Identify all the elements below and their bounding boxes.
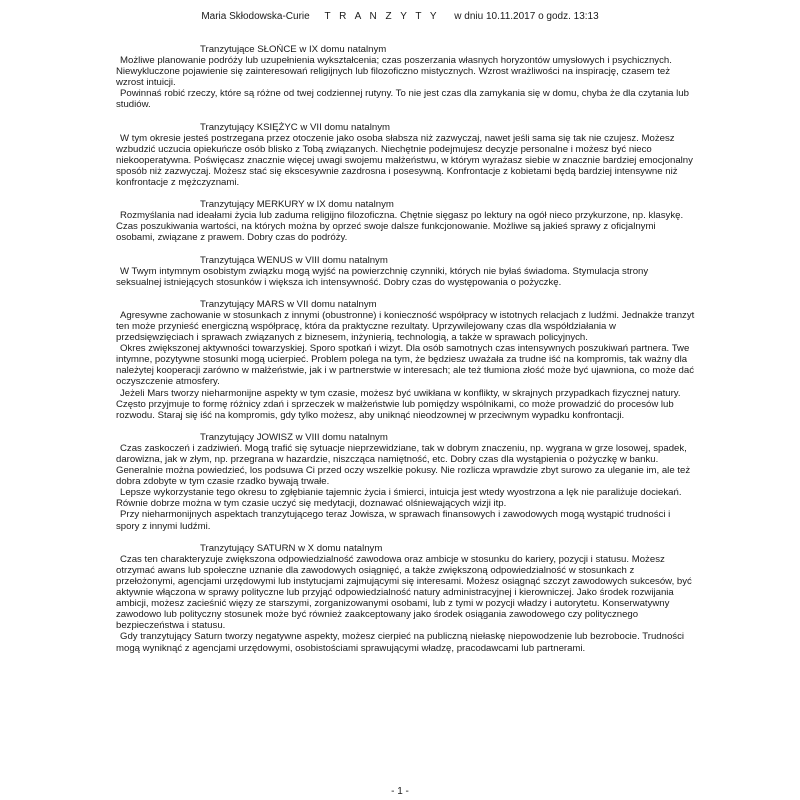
transit-section (116, 299, 696, 421)
section-paragraph: Rozmyślania nad ideałami życia lub zaduma religijno filozoficzna. Chętnie sięgasz po lektury na ogół nieco przykurzone, np. klasykę. Czas poszukiwania wartości, na których można by oprzeć swoje dalsze funkcjonowanie. Możliwe są jakieś sprawy z oficjalnymi osobami, związane z prawem. Dobry czas do podróży. (116, 210, 684, 244)
section-title: Tranzytujące SŁOŃCE w IX domu natalnym (200, 44, 387, 55)
page-number: - 1 - (391, 786, 409, 797)
transit-section (116, 432, 696, 532)
transit-section (116, 199, 696, 243)
section-paragraph: W tym okresie jesteś postrzegana przez otoczenie jako osoba słabsza niż zazwyczaj, nawet jeśli sama się tak nie czujesz. Możesz wzbudzić uczucia opiekuńcze osób blisko z Tobą związanych. Niechętnie podejmujesz decyzje personalne i możesz być nieco niekooperatywna. Poświęcasz znacznie więcej uwagi swojemu małżeństwu, w którym wyrażasz siebie w znacznie bardziej emocjonalny sposób niż zazwyczaj. Możesz stać się ekscesywnie zazdrosna i posesywną. Konfrontacje z kobietami będą bardziej intensywne niż konfrontacje z mężczyznami. (116, 132, 693, 189)
section-title: Tranzytująca WENUS w VIII domu natalnym (200, 254, 388, 266)
section-paragraph: Agresywne zachowanie w stosunkach z innymi (obustronne) i konieczność współpracy w istotnych relacjach z ludźmi. Jednakże tranzyt ten może przynieść energiczną współpracę, która da praktyczne rezultaty. Uprzywilejowany czas dla współdziałania w przedsięwzięciach i sprawach związanych z biznesem, inżynierią, technologią, a także w sprawach policyjnych. (116, 309, 695, 344)
section-paragraph: Czas ten charakteryzuje zwiększona odpowiedzialność zawodowa oraz ambicje w stosunku do kariery, pozycji i statusu. Możesz otrzymać awans lub społeczne uznanie dla zawodowych osiągnięć, a także zwiększoną odpowiedzialność w stosunkach z przełożonymi, agencjami urzędowymi lub instytucjami zajmującymi się interesami. Możesz osiągnąć szczyt zawodowych sukcesów, być aktywnie włączona w sprawy polityczne lub przyjąć odpowiedzialność natury administracyjnej i kierowniczej. Jako środek rozwijania ambicji, możesz zacieśnić więzy ze starszymi, zorganizowanymi osobami, lub z tymi w pozycji władzy i autorytetu. Konserwatywny zawodowo lub polityczny stosunek może być również zaakceptowany jako środek osiągania zawodowego czy politycznego bezpieczeństwa i statusu. (116, 553, 692, 632)
header-title: T R A N Z Y T Y (324, 11, 440, 22)
section-paragraph: Przy nieharmonijnych aspektach tranzytującego teraz Jowisza, w sprawach finansowych i zawodowych mogą wystąpić trudności i spory z innymi ludźmi. (116, 509, 671, 532)
section-paragraph: Czas zaskoczeń i zadziwień. Mogą trafić się sytuacje nieprzewidziane, tak w dobrym znaczeniu, np. wygrana w grze losowej, spadek, darowizna, jak w złym, np. przegrana w hazardzie, niszcząca namiętność, etc. Dobry czas dla wystąpienia o pożyczkę w banku. Generalnie można powiedzieć, los podsuwa Ci przed oczy wszelkie pokusy. Nie rozlicza wprawdzie zbyt surowo za uleganie im, ale też dobra zdobyte w tym czasie rzadko bywają trwałe. (116, 442, 691, 488)
transit-section (116, 122, 696, 189)
section-title: Tranzytujący MERKURY w IX domu natalnym (200, 199, 394, 211)
section-paragraph: Możliwe planowanie podróży lub uzupełnienia wykształcenia; czas poszerzania własnych horyzontów umysłowych i psychicznych. Niewykluczone pojawienie się zainteresowań religijnych lub filozoficzno mistycznych. Wzrost wrażliwości na inspirację, czasem też wzrost intuicji. (116, 55, 672, 89)
transit-section (116, 44, 696, 111)
section-paragraph: Powinnaś robić rzeczy, które są różne od twej codziennej rutyny. To nie jest czas dla zamykania się w domu, chyba że dla czytania lub studiów. (116, 88, 689, 111)
document-body (116, 44, 696, 665)
section-title: Tranzytujący JOWISZ w VIII domu natalnym (200, 431, 388, 443)
header-name: Maria Skłodowska-Curie (201, 11, 310, 22)
document-header (0, 11, 800, 22)
section-title: Tranzytujący KSIĘŻYC w VII domu natalnym (200, 121, 390, 133)
transit-section (116, 543, 696, 654)
section-title: Tranzytujący SATURN w X domu natalnym (200, 542, 383, 554)
header-date: w dniu 10.11.2017 o godz. 13:13 (454, 11, 599, 22)
transit-section (116, 255, 696, 288)
section-paragraph: Gdy tranzytujący Saturn tworzy negatywne aspekty, możesz cierpieć na publiczną niełaskę niepowodzenie lub bezrobocie. Trudności mogą wyniknąć z agencjami urzędowymi, osobistościami sprawującymi władzę, pracodawcami lub partnerami. (116, 631, 685, 654)
section-paragraph: Jeżeli Mars tworzy nieharmonijne aspekty w tym czasie, możesz być uwikłana w konflikty, w skrajnych przypadkach fizycznej natury. Często przyjmuje to formę różnicy zdań i sprzeczek w małżeństwie lub pomiędzy wspólnikami, co może prowadzić do procesów lub rozwodu. Staraj się iść na kompromis, gdy tylko możesz, aby uniknąć nieodzownej w przeciwnym wypadku konfrontacji. (116, 387, 681, 421)
section-title: Tranzytujący MARS w VII domu natalnym (200, 298, 377, 310)
section-paragraph: W Twym intymnym osobistym związku mogą wyjść na powierzchnię czynniki, których nie byłaś świadoma. Stymulacja strony seksualnej istniejących stosunków i większa ich intensywność. Dobry czas do występowania o pożyczkę. (116, 265, 649, 288)
section-paragraph: Okres zwiększonej aktywności towarzyskiej. Sporo spotkań i wizyt. Dla osób samotnych czas intensywnych poszukiwań partnera. Twe intymne, pozytywne stosunki mogą ucierpieć. Problem polega na tym, że będziesz uważała za trudne iść na kompromis, tak ważny dla należytej kooperacji zarówno w małżeństwie, jak i w partnerstwie w interesach; ale też tłumiona złość może być ujawniona, co może dać oczyszczenie atmosfery. (116, 343, 695, 388)
section-paragraph: Lepsze wykorzystanie tego okresu to zgłębianie tajemnic życia i śmierci, intuicja jest wtedy wyostrzona a lęk nie paraliżuje dociekań. Równie dobrze można w tym czasie uczyć się medytacji, doznawać olśniewających wizji itp. (116, 487, 682, 510)
